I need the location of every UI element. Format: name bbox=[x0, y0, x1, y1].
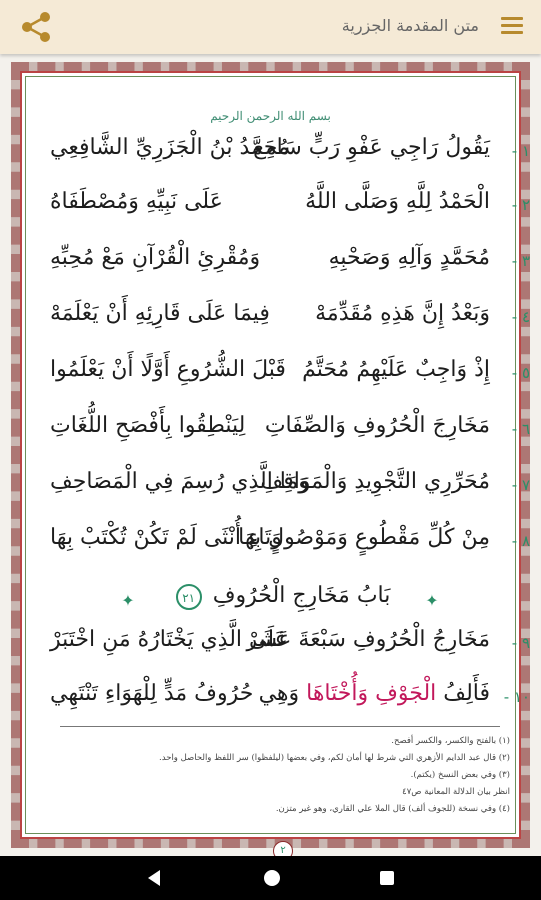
verse-first-hemistich: مُحَمَّدٍ وَآلِهِ وَصَحْبِهِ bbox=[328, 245, 490, 270]
verse-row bbox=[50, 677, 530, 727]
footnote: (٣) وفي بعض النسخ (يكتم). bbox=[410, 770, 510, 780]
verse-text: وَهِي bbox=[258, 681, 307, 706]
hamburger-menu-icon[interactable] bbox=[501, 17, 523, 37]
basmala-header: بسم الله الرحمن الرحيم bbox=[210, 109, 331, 123]
verse-second-hemistich: عَلَى نَبِيِّهِ وَمُصْطَفَاهُ bbox=[50, 189, 223, 214]
verse-second-hemistich: وَمَا الَّذِي رُسِمَ فِي الْمَصَاحِفِ bbox=[50, 469, 309, 494]
verse-first-hemistich: مَخَارِجُ الْحُرُوفِ سَبْعَةَ عَشَرْ bbox=[246, 627, 490, 652]
nav-back-icon[interactable] bbox=[148, 870, 160, 886]
verse-second-hemistich: عَلَى الَّذِي يَخْتَارُهُ مَنِ اخْتَبَرْ bbox=[50, 627, 288, 652]
ornamental-frame bbox=[11, 62, 530, 856]
verse-row bbox=[50, 465, 530, 515]
verse-row bbox=[50, 297, 530, 347]
verse-number: ٩ - bbox=[511, 634, 530, 652]
verse-number: ٣ - bbox=[511, 252, 530, 270]
verse-row bbox=[50, 241, 530, 291]
verse-row bbox=[50, 353, 530, 403]
page-number: ٢ bbox=[273, 841, 293, 861]
verse-first-hemistich: الْحَمْدُ لِلَّهِ وَصَلَّى اللَّهُ bbox=[305, 189, 490, 214]
ornament-star-icon: ✦ bbox=[425, 591, 439, 610]
system-nav-bar bbox=[0, 856, 541, 900]
verse-second-hemistich: مُحَمَّدُ بْنُ الْجَزَرِيِّ الشَّافِعِي bbox=[50, 135, 290, 160]
verse-first-hemistich: إِذْ وَاجِبٌ عَلَيْهِمُ مُحَتَّمُ bbox=[302, 357, 490, 382]
chapter-title: بَابُ مَخَارِجِ الْحُرُوفِ bbox=[212, 583, 391, 608]
verse-first-hemistich: مِنْ كُلِّ مَقْطُوعٍ وَمَوْصُولٍ بِهَا bbox=[238, 525, 490, 550]
footnotes bbox=[50, 733, 510, 818]
highlighted-text: الْجَوْفِ وَأُخْتَاهَا bbox=[306, 681, 437, 706]
verse-second-hemistich: وَتَاءِ أُنْثَى لَمْ تَكُنْ تُكْتَبْ بِهَا bbox=[50, 525, 282, 550]
nav-recent-icon[interactable] bbox=[380, 871, 394, 885]
share-icon[interactable] bbox=[18, 10, 56, 44]
footnote-extra: انظر بيان الدلالة المعانية ص٤٧ bbox=[402, 787, 510, 797]
verse-row bbox=[50, 521, 530, 571]
verse-first-hemistich: يَقُولُ رَاجِي عَفْوِ رَبٍّ سَامِع bbox=[253, 135, 490, 160]
verse-second-hemistich: فِيمَا عَلَى قَارِئِهِ أَنْ يَعْلَمَهْ bbox=[50, 301, 270, 326]
verse-second-hemistich: قَبْلَ الشُّرُوعِ أَوَّلًا أَنْ يَعْلَمُوا bbox=[50, 357, 286, 382]
verse-first-hemistich: مَخَارِجَ الْحُرُوفِ وَالصِّفَاتِ bbox=[264, 413, 490, 438]
verse-number: ٢ - bbox=[511, 196, 530, 214]
app-bar bbox=[0, 0, 541, 54]
verse-first-hemistich: وَبَعْدُ إِنَّ هَذِهِ مُقَدِّمَهْ bbox=[315, 301, 490, 326]
verse-number: ٥ - bbox=[511, 364, 530, 382]
verse-number: ٧ - bbox=[511, 476, 530, 494]
verse-number: ١٠ - bbox=[503, 688, 530, 706]
verse-number: ١ - bbox=[511, 142, 530, 160]
footnote: (٢) قال عبد الدايم الأزهري التي شرط لها أمان لكم، وفي بعضها (ليلفظوا) سر اللفظ والحاصل واحد. bbox=[159, 753, 510, 763]
nav-home-icon[interactable] bbox=[264, 870, 280, 886]
verse-text: فَأَلِفُ bbox=[436, 681, 490, 706]
footnote-divider bbox=[60, 726, 500, 727]
footnote: (١) بالفتح والكسر، والكسر أفصح. bbox=[391, 736, 510, 746]
verse-first-hemistich bbox=[259, 681, 490, 706]
app-title: متن المقدمة الجزرية bbox=[341, 16, 479, 35]
footnote: (٤) وفي نسخة (للجوف ألف) قال الملا علي القاري، وهو غير متزن. bbox=[275, 804, 510, 814]
verse-second-hemistich: لِيَنْطِقُوا بِأَفْصَحِ اللُّغَاتِ bbox=[50, 413, 246, 438]
verse-first-hemistich: مُحَرِّرِي التَّجْوِيدِ وَالْمَوَاقِفِ bbox=[260, 469, 490, 494]
verse-second-hemistich: وَمُقْرِئِ الْقُرْآنِ مَعْ مُحِبِّهِ bbox=[50, 245, 261, 270]
verse-second-hemistich: حُرُوفُ مَدٍّ لِلْهَوَاءِ تَنْتَهِي bbox=[50, 681, 254, 706]
verse-row bbox=[50, 409, 530, 459]
ornament-star-icon: ✦ bbox=[121, 591, 135, 610]
verse-row bbox=[50, 185, 530, 235]
verse-number: ٦ - bbox=[511, 420, 530, 438]
verse-number: ٨ - bbox=[511, 532, 530, 550]
chapter-heading bbox=[120, 583, 440, 623]
book-page bbox=[0, 54, 541, 856]
verse-number: ٤ - bbox=[511, 308, 530, 326]
verse-row bbox=[50, 623, 530, 673]
verse-row bbox=[50, 131, 530, 181]
chapter-number-badge: ٢١ bbox=[176, 584, 202, 610]
